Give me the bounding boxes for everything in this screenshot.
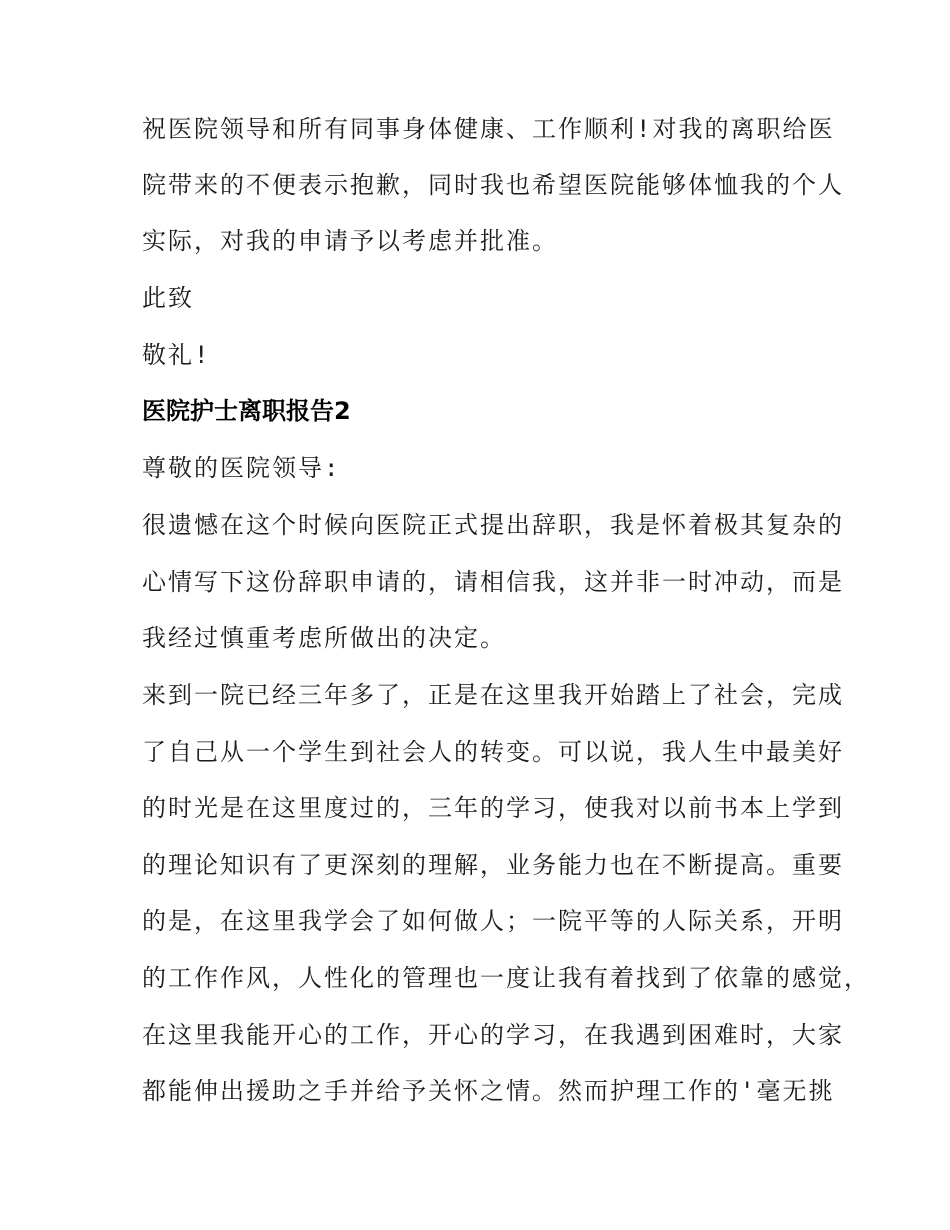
closing-regards: 敬礼!	[142, 341, 211, 369]
paragraph-line: 的时光是在这里度过的，三年的学习，使我对以前书本上学到	[142, 794, 844, 822]
paragraph-line: 来到一院已经三年多了，正是在这里我开始踏上了社会，完成	[142, 681, 844, 709]
paragraph-line: 了自己从一个学生到社会人的转变。可以说，我人生中最美好	[142, 738, 844, 766]
paragraph-line: 的是，在这里我学会了如何做人；一院平等的人际关系，开明	[142, 907, 844, 935]
paragraph-line: 都能伸出援助之手并给予关怀之情。然而护理工作的'毫无挑	[142, 1077, 835, 1105]
paragraph-line: 在这里我能开心的工作，开心的学习，在我遇到困难时，大家	[142, 1021, 844, 1049]
paragraph-line: 我经过慎重考虑所做出的决定。	[142, 624, 506, 652]
closing-salutation: 此致	[142, 284, 194, 312]
paragraph-line: 很遗憾在这个时候向医院正式提出辞职，我是怀着极其复杂的	[142, 511, 844, 539]
paragraph-line: 的理论知识有了更深刻的理解，业务能力也在不断提高。重要	[142, 851, 844, 879]
section-heading: 医院护士离职报告2	[142, 397, 351, 425]
paragraph-line: 心情写下这份辞职申请的，请相信我，这并非一时冲动，而是	[142, 568, 844, 596]
paragraph-line: 院带来的不便表示抱歉，同时我也希望医院能够体恤我的个人	[142, 171, 844, 199]
paragraph-line: 的工作作风，人性化的管理也一度让我有着找到了依靠的感觉，	[142, 964, 870, 992]
paragraph-line: 实际，对我的申请予以考虑并批准。	[142, 227, 558, 255]
paragraph-line: 祝医院领导和所有同事身体健康、工作顺利!对我的离职给医	[142, 115, 835, 143]
greeting-line: 尊敬的医院领导:	[142, 454, 341, 482]
